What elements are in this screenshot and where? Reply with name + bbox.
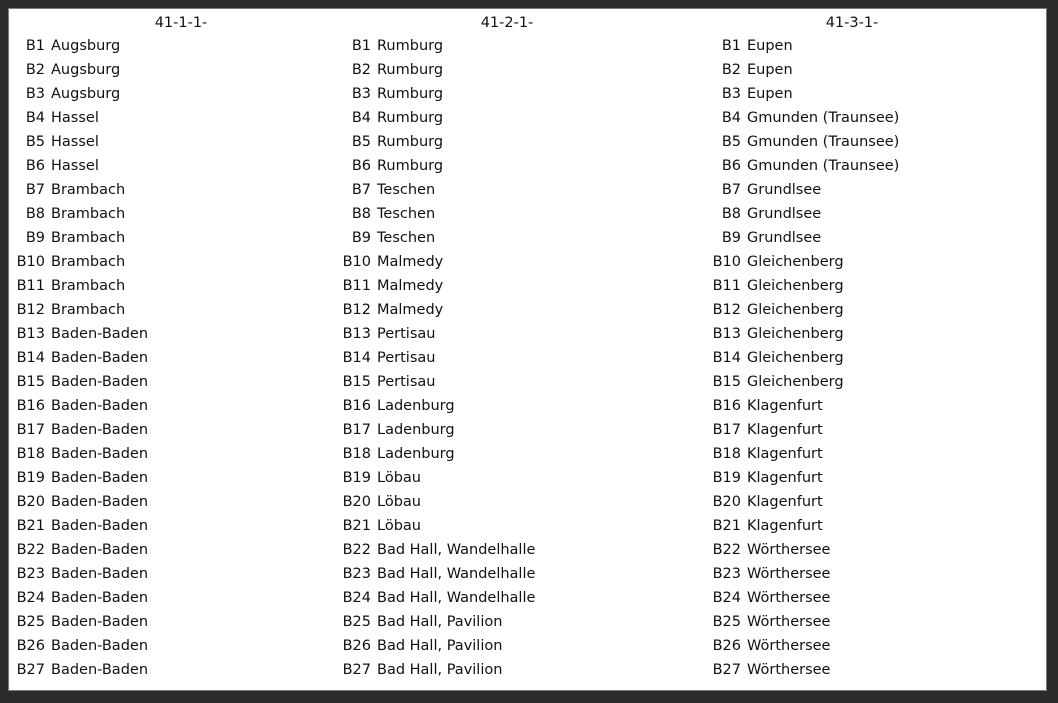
- list-item: [337, 610, 697, 634]
- list-item: [707, 418, 1037, 442]
- item-code: B23: [342, 566, 371, 582]
- item-location: Bad Hall, Wandelhalle: [377, 590, 536, 606]
- list-item: [707, 106, 1037, 130]
- item-code: B21: [342, 518, 371, 534]
- item-location: Wörthersee: [747, 542, 831, 558]
- item-location: Grundlsee: [747, 206, 822, 222]
- item-location: Wörthersee: [747, 590, 831, 606]
- item-code: B22: [712, 542, 741, 558]
- item-code: B5: [351, 134, 371, 150]
- item-location: Augsburg: [51, 86, 121, 102]
- list-item: [337, 298, 697, 322]
- list-item: [337, 346, 697, 370]
- list-item: [337, 634, 697, 658]
- item-location: Baden-Baden: [51, 614, 149, 630]
- item-code: B2: [351, 62, 371, 78]
- item-location: Gmunden (Traunsee): [747, 134, 900, 150]
- list-item: [11, 58, 331, 82]
- list-item: [11, 250, 331, 274]
- list-item: [707, 634, 1037, 658]
- item-code: B12: [16, 302, 45, 318]
- list-item: [11, 394, 331, 418]
- item-location: Löbau: [377, 470, 421, 486]
- item-location: Grundlsee: [747, 230, 822, 246]
- list-item: [337, 538, 697, 562]
- item-code: B16: [342, 398, 371, 414]
- item-code: B20: [16, 494, 45, 510]
- item-code: B24: [342, 590, 371, 606]
- item-location: Malmedy: [377, 278, 444, 294]
- item-code: B19: [16, 470, 45, 486]
- list-item: [337, 418, 697, 442]
- list-item: [11, 130, 331, 154]
- item-location: Gleichenberg: [747, 254, 844, 270]
- item-location: Ladenburg: [377, 398, 455, 414]
- item-code: B27: [16, 662, 45, 678]
- list-item: [707, 178, 1037, 202]
- item-code: B7: [351, 182, 371, 198]
- list-item: [11, 274, 331, 298]
- item-code: B7: [25, 182, 45, 198]
- item-location: Baden-Baden: [51, 590, 149, 606]
- item-code: B11: [342, 278, 371, 294]
- item-code: B18: [712, 446, 741, 462]
- item-location: Wörthersee: [747, 614, 831, 630]
- item-code: B6: [351, 158, 371, 174]
- item-code: B23: [712, 566, 741, 582]
- list-item: [11, 466, 331, 490]
- item-location: Teschen: [377, 230, 436, 246]
- list-item: [337, 154, 697, 178]
- list-item: [707, 322, 1037, 346]
- item-code: B3: [721, 86, 741, 102]
- item-location: Brambach: [51, 302, 126, 318]
- item-code: B19: [712, 470, 741, 486]
- list-item: [337, 466, 697, 490]
- item-code: B25: [712, 614, 741, 630]
- item-location: Baden-Baden: [51, 350, 149, 366]
- item-code: B20: [342, 494, 371, 510]
- column-41-3-1: [707, 12, 1037, 682]
- item-location: Löbau: [377, 494, 421, 510]
- item-location: Klagenfurt: [747, 494, 823, 510]
- list-item: [707, 202, 1037, 226]
- list-item: [337, 202, 697, 226]
- item-location: Gleichenberg: [747, 302, 844, 318]
- list-item: [337, 322, 697, 346]
- item-location: Grundlsee: [747, 182, 822, 198]
- item-code: B11: [712, 278, 741, 294]
- item-location: Baden-Baden: [51, 374, 149, 390]
- list-item: [707, 538, 1037, 562]
- item-code: B8: [351, 206, 371, 222]
- item-code: B6: [25, 158, 45, 174]
- list-item: [707, 250, 1037, 274]
- item-code: B18: [342, 446, 371, 462]
- item-location: Augsburg: [51, 38, 121, 54]
- item-code: B26: [16, 638, 45, 654]
- list-item: [707, 466, 1037, 490]
- item-code: B19: [342, 470, 371, 486]
- item-code: B9: [351, 230, 371, 246]
- item-code: B12: [342, 302, 371, 318]
- item-code: B8: [721, 206, 741, 222]
- item-code: B14: [342, 350, 371, 366]
- list-item: [11, 586, 331, 610]
- item-code: B21: [712, 518, 741, 534]
- item-location: Augsburg: [51, 62, 121, 78]
- item-code: B4: [351, 110, 371, 126]
- list-item: [337, 130, 697, 154]
- list-item: [11, 442, 331, 466]
- list-item: [707, 298, 1037, 322]
- list-item: [707, 394, 1037, 418]
- item-code: B22: [16, 542, 45, 558]
- item-code: B25: [342, 614, 371, 630]
- item-code: B10: [712, 254, 741, 270]
- item-code: B14: [16, 350, 45, 366]
- item-location: Gmunden (Traunsee): [747, 158, 900, 174]
- list-item: [337, 370, 697, 394]
- list-item: [707, 490, 1037, 514]
- item-location: Rumburg: [377, 110, 444, 126]
- item-location: Gleichenberg: [747, 374, 844, 390]
- item-location: Malmedy: [377, 302, 444, 318]
- item-code: B3: [25, 86, 45, 102]
- item-location: Gleichenberg: [747, 326, 844, 342]
- column-41-1-1: [11, 12, 331, 682]
- list-item: [337, 514, 697, 538]
- list-item: [707, 154, 1037, 178]
- list-item: [707, 514, 1037, 538]
- list-item: [337, 274, 697, 298]
- item-location: Teschen: [377, 182, 436, 198]
- item-location: Gleichenberg: [747, 278, 844, 294]
- item-location: Löbau: [377, 518, 421, 534]
- item-code: B26: [342, 638, 371, 654]
- list-item: [707, 658, 1037, 682]
- item-location: Baden-Baden: [51, 398, 149, 414]
- item-code: B6: [721, 158, 741, 174]
- item-code: B13: [16, 326, 45, 342]
- list-item: [11, 298, 331, 322]
- item-location: Pertisau: [377, 374, 436, 390]
- item-location: Rumburg: [377, 86, 444, 102]
- item-location: Rumburg: [377, 134, 444, 150]
- item-location: Klagenfurt: [747, 446, 823, 462]
- item-code: B24: [712, 590, 741, 606]
- item-code: B20: [712, 494, 741, 510]
- item-location: Baden-Baden: [51, 422, 149, 438]
- list-item: [11, 610, 331, 634]
- item-location: Pertisau: [377, 350, 436, 366]
- item-location: Gmunden (Traunsee): [747, 110, 900, 126]
- list-item: [707, 82, 1037, 106]
- item-location: Klagenfurt: [747, 422, 823, 438]
- list-item: [337, 490, 697, 514]
- list-item: [11, 658, 331, 682]
- item-code: B9: [721, 230, 741, 246]
- item-code: B8: [25, 206, 45, 222]
- list-item: [337, 442, 697, 466]
- item-location: Hassel: [51, 110, 99, 126]
- item-code: B4: [721, 110, 741, 126]
- item-code: B13: [712, 326, 741, 342]
- list-item: [337, 178, 697, 202]
- item-location: Teschen: [377, 206, 436, 222]
- list-item: [707, 274, 1037, 298]
- item-location: Baden-Baden: [51, 542, 149, 558]
- item-code: B23: [16, 566, 45, 582]
- item-location: Baden-Baden: [51, 470, 149, 486]
- item-code: B27: [712, 662, 741, 678]
- item-code: B9: [25, 230, 45, 246]
- list-item: [11, 178, 331, 202]
- item-code: B21: [16, 518, 45, 534]
- item-location: Baden-Baden: [51, 662, 149, 678]
- item-code: B15: [712, 374, 741, 390]
- item-location: Baden-Baden: [51, 638, 149, 654]
- document-sheet: [8, 8, 1047, 691]
- item-code: B13: [342, 326, 371, 342]
- item-code: B15: [342, 374, 371, 390]
- item-code: B5: [721, 134, 741, 150]
- list-item: [707, 610, 1037, 634]
- list-item: [11, 346, 331, 370]
- item-location: Pertisau: [377, 326, 436, 342]
- list-item: [11, 226, 331, 250]
- item-code: B26: [712, 638, 741, 654]
- item-location: Eupen: [747, 38, 793, 54]
- column-header: 41-2-1-: [480, 15, 534, 31]
- item-code: B17: [342, 422, 371, 438]
- item-location: Rumburg: [377, 62, 444, 78]
- item-location: Brambach: [51, 206, 126, 222]
- item-location: Brambach: [51, 254, 126, 270]
- item-location: Wörthersee: [747, 566, 831, 582]
- item-code: B14: [712, 350, 741, 366]
- item-location: Brambach: [51, 230, 126, 246]
- item-location: Ladenburg: [377, 446, 455, 462]
- item-location: Hassel: [51, 158, 99, 174]
- list-item: [707, 130, 1037, 154]
- item-code: B1: [351, 38, 371, 54]
- item-code: B7: [721, 182, 741, 198]
- item-code: B15: [16, 374, 45, 390]
- column-header: 41-3-1-: [825, 15, 879, 31]
- item-location: Bad Hall, Pavilion: [377, 638, 503, 654]
- item-code: B10: [16, 254, 45, 270]
- item-code: B16: [16, 398, 45, 414]
- item-code: B16: [712, 398, 741, 414]
- list-item: [11, 562, 331, 586]
- item-code: B1: [25, 38, 45, 54]
- item-code: B22: [342, 542, 371, 558]
- item-location: Ladenburg: [377, 422, 455, 438]
- item-code: B12: [712, 302, 741, 318]
- column-header: 41-1-1-: [154, 15, 208, 31]
- list-item: [11, 106, 331, 130]
- item-location: Bad Hall, Wandelhalle: [377, 542, 536, 558]
- list-item: [337, 586, 697, 610]
- list-item: [707, 34, 1037, 58]
- item-location: Rumburg: [377, 38, 444, 54]
- list-item: [11, 634, 331, 658]
- item-location: Bad Hall, Pavilion: [377, 614, 503, 630]
- item-location: Bad Hall, Wandelhalle: [377, 566, 536, 582]
- item-location: Wörthersee: [747, 662, 831, 678]
- item-location: Hassel: [51, 134, 99, 150]
- list-item: [11, 154, 331, 178]
- item-code: B1: [721, 38, 741, 54]
- list-item: [707, 226, 1037, 250]
- item-code: B2: [25, 62, 45, 78]
- list-item: [11, 418, 331, 442]
- item-location: Rumburg: [377, 158, 444, 174]
- list-item: [337, 58, 697, 82]
- list-item: [707, 58, 1037, 82]
- list-item: [11, 34, 331, 58]
- item-location: Baden-Baden: [51, 518, 149, 534]
- item-location: Eupen: [747, 86, 793, 102]
- item-code: B27: [342, 662, 371, 678]
- item-location: Klagenfurt: [747, 470, 823, 486]
- list-item: [11, 538, 331, 562]
- list-item: [337, 394, 697, 418]
- item-code: B2: [721, 62, 741, 78]
- item-code: B18: [16, 446, 45, 462]
- list-item: [707, 586, 1037, 610]
- list-item: [11, 82, 331, 106]
- item-location: Baden-Baden: [51, 326, 149, 342]
- list-item: [707, 562, 1037, 586]
- list-item: [707, 370, 1037, 394]
- item-location: Malmedy: [377, 254, 444, 270]
- list-item: [11, 370, 331, 394]
- list-item: [337, 226, 697, 250]
- list-item: [337, 106, 697, 130]
- item-location: Brambach: [51, 182, 126, 198]
- item-code: B17: [16, 422, 45, 438]
- list-item: [337, 250, 697, 274]
- item-location: Klagenfurt: [747, 518, 823, 534]
- list-item: [11, 322, 331, 346]
- item-code: B11: [16, 278, 45, 294]
- item-code: B10: [342, 254, 371, 270]
- list-item: [337, 34, 697, 58]
- item-code: B25: [16, 614, 45, 630]
- item-location: Klagenfurt: [747, 398, 823, 414]
- item-code: B5: [25, 134, 45, 150]
- item-location: Baden-Baden: [51, 446, 149, 462]
- item-location: Eupen: [747, 62, 793, 78]
- item-location: Gleichenberg: [747, 350, 844, 366]
- column-41-2-1: [337, 12, 697, 682]
- list-item: [707, 442, 1037, 466]
- list-item: [11, 514, 331, 538]
- list-item: [11, 202, 331, 226]
- item-location: Baden-Baden: [51, 494, 149, 510]
- item-code: B24: [16, 590, 45, 606]
- item-location: Brambach: [51, 278, 126, 294]
- list-item: [337, 82, 697, 106]
- item-code: B4: [25, 110, 45, 126]
- list-item: [337, 562, 697, 586]
- list-item: [707, 346, 1037, 370]
- item-location: Baden-Baden: [51, 566, 149, 582]
- item-location: Wörthersee: [747, 638, 831, 654]
- list-item: [11, 490, 331, 514]
- list-item: [337, 658, 697, 682]
- item-code: B17: [712, 422, 741, 438]
- item-code: B3: [351, 86, 371, 102]
- item-location: Bad Hall, Pavilion: [377, 662, 503, 678]
